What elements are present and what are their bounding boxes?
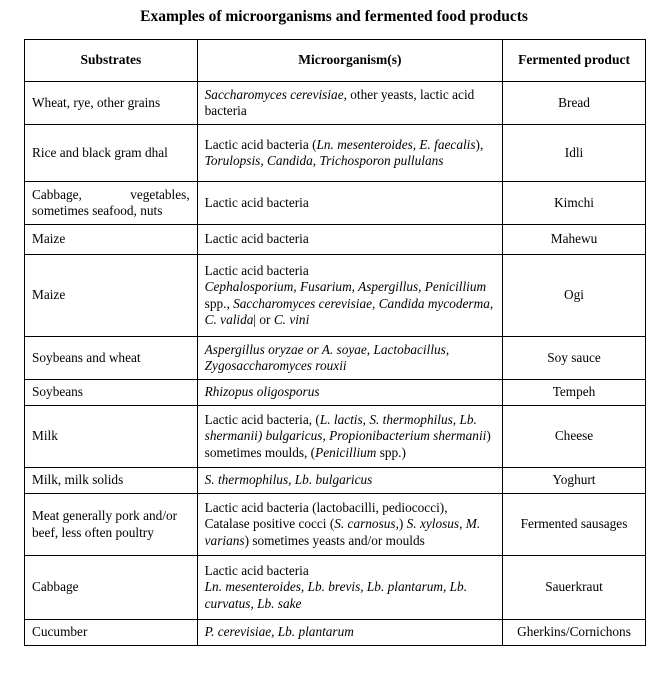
microorganism-text: Lactic acid bacteria ( <box>204 136 317 152</box>
microorganism-cell <box>197 380 502 406</box>
microorganism-line <box>205 624 495 641</box>
species-name: Rhizopus oligosporus <box>204 384 320 400</box>
microorganism-text: ), <box>475 136 484 152</box>
substrate-cell <box>25 182 198 225</box>
table-row <box>25 225 646 255</box>
microorganism-text: Lactic acid bacteria, ( <box>204 411 320 427</box>
microorganism-line <box>205 231 495 248</box>
microorganism-cell <box>197 406 502 468</box>
microorganism-text: Lactic acid bacteria (lactobacilli, pediococci), Catalase positive cocci ( <box>204 499 448 532</box>
microorganism-text: , other yeasts, lactic acid bacteria <box>204 86 475 118</box>
header-microorganisms: Microorganism(s) <box>197 40 502 82</box>
microorganism-text: Lactic acid bacteria <box>204 194 309 210</box>
substrate-text: Cabbage, vegetables, sometimes seafood, nuts <box>32 186 190 218</box>
microorganism-line <box>205 279 495 329</box>
fermented-product-cell: Soy sauce <box>503 337 646 380</box>
microorganism-cell <box>197 337 502 380</box>
table-body <box>25 82 646 646</box>
table-row <box>25 620 646 646</box>
microorganism-cell <box>197 82 502 125</box>
fermented-product-cell: Sauerkraut <box>503 556 646 620</box>
microorganism-cell <box>197 182 502 225</box>
species-name: Cephalosporium, Fusarium, Aspergillus, Penicillium <box>204 279 487 294</box>
substrate-text: Soybeans and wheat <box>32 349 141 365</box>
microorganism-text: ) <box>398 516 407 532</box>
substrate-text: Rice and black gram dhal <box>32 144 168 160</box>
table-title: Examples of microorganisms and fermented food products <box>140 8 528 25</box>
microorganism-cell <box>197 556 502 620</box>
table-row <box>25 380 646 406</box>
substrate-cell <box>25 337 198 380</box>
table-row <box>25 494 646 556</box>
microorganism-cell <box>197 125 502 182</box>
species-name: Saccharomyces cerevisiae <box>204 86 344 102</box>
substrate-text: Milk <box>32 428 58 444</box>
species-name: S. thermophilus, Lb. bulgaricus <box>204 472 373 488</box>
microorganism-text: | or <box>253 312 274 327</box>
substrate-text: Maize <box>32 287 66 303</box>
substrate-text: Meat generally pork and/or beef, less often poultry <box>32 508 178 540</box>
table-row <box>25 125 646 182</box>
microorganism-cell <box>197 255 502 337</box>
substrate-cell <box>25 620 198 646</box>
fermented-product-cell: Fermented sausages <box>503 494 646 556</box>
microorganism-line <box>205 500 495 550</box>
fermented-product-cell: Ogi <box>503 255 646 337</box>
species-name: Ln. mesenteroides, Lb. brevis, Lb. plantarum, Lb. curvatus, Lb. sake <box>204 579 468 611</box>
substrate-text: Maize <box>32 231 66 247</box>
fermented-product-cell: Idli <box>503 125 646 182</box>
microorganism-text: spp., <box>204 295 234 311</box>
species-name: Torulopsis, Candida, Trichosporon pullulans <box>204 153 444 168</box>
species-name: Saccharomyces cerevisiae, Candida mycoderma, C. valida <box>204 295 494 327</box>
microorganism-cell <box>197 620 502 646</box>
microorganism-text: Lactic acid bacteria <box>204 562 309 578</box>
header-fermented-product: Fermented product <box>503 40 646 82</box>
table-row <box>25 468 646 494</box>
substrate-cell <box>25 255 198 337</box>
microorganism-text: ) sometimes yeasts and/or moulds <box>244 532 425 548</box>
substrate-text: Cucumber <box>32 624 88 640</box>
substrate-text: Wheat, rye, other grains <box>32 94 161 110</box>
species-name: C. vini <box>273 312 310 327</box>
microorganism-line <box>205 472 495 489</box>
microorganism-line <box>205 137 495 170</box>
fermented-product-cell: Kimchi <box>503 182 646 225</box>
species-name: L. lactis, S. thermophilus, Lb. shermanii) bulgaricus, Propionibacterium shermanii <box>204 411 487 444</box>
microorganism-line <box>205 263 495 280</box>
table-row <box>25 182 646 225</box>
table-row <box>25 337 646 380</box>
species-name: P. cerevisiae, Lb. plantarum <box>204 624 354 640</box>
substrate-cell <box>25 380 198 406</box>
microorganism-text: Lactic acid bacteria <box>204 231 309 247</box>
header-substrates: Substrates <box>25 40 198 82</box>
microorganism-text: Lactic acid bacteria <box>204 262 309 278</box>
header-row <box>25 40 646 82</box>
microorganism-line <box>205 384 495 401</box>
microorganism-text: spp.) <box>376 444 406 460</box>
fermented-product-cell: Cheese <box>503 406 646 468</box>
microorganism-line <box>205 563 495 580</box>
fermented-product-cell: Tempeh <box>503 380 646 406</box>
substrate-cell <box>25 125 198 182</box>
microorganism-line <box>205 195 495 212</box>
table-row <box>25 406 646 468</box>
substrate-cell <box>25 468 198 494</box>
species-name: S. xylosus, M. varians <box>204 516 481 548</box>
microorganism-cell <box>197 494 502 556</box>
species-name: Penicillium <box>315 444 377 460</box>
substrate-cell <box>25 406 198 468</box>
fermented-product-cell: Bread <box>503 82 646 125</box>
microorganism-cell <box>197 468 502 494</box>
fermented-product-cell: Gherkins/Cornichons <box>503 620 646 646</box>
substrate-cell <box>25 225 198 255</box>
microorganism-text: ) sometimes moulds, ( <box>204 428 491 460</box>
microorganism-cell <box>197 225 502 255</box>
species-name: Aspergillus oryzae or A. soyae, Lactobacillus, Zygosaccharomyces rouxii <box>204 341 450 373</box>
fermented-product-cell: Yoghurt <box>503 468 646 494</box>
microorganism-line <box>205 87 495 120</box>
microorganism-line <box>205 412 495 462</box>
table-row <box>25 255 646 337</box>
substrate-text: Milk, milk solids <box>32 472 124 488</box>
substrate-text: Soybeans <box>32 384 83 400</box>
substrate-text: Cabbage <box>32 579 79 595</box>
substrate-cell <box>25 82 198 125</box>
microorganism-line <box>205 342 495 375</box>
fermented-foods-table <box>24 39 646 646</box>
table-row <box>25 82 646 125</box>
table-row <box>25 556 646 620</box>
substrate-cell <box>25 494 198 556</box>
species-name: S. carnosus, <box>334 516 399 532</box>
substrate-cell <box>25 556 198 620</box>
microorganism-line <box>205 579 495 612</box>
fermented-product-cell: Mahewu <box>503 225 646 255</box>
species-name: Ln. mesenteroides, E. faecalis <box>316 136 476 152</box>
